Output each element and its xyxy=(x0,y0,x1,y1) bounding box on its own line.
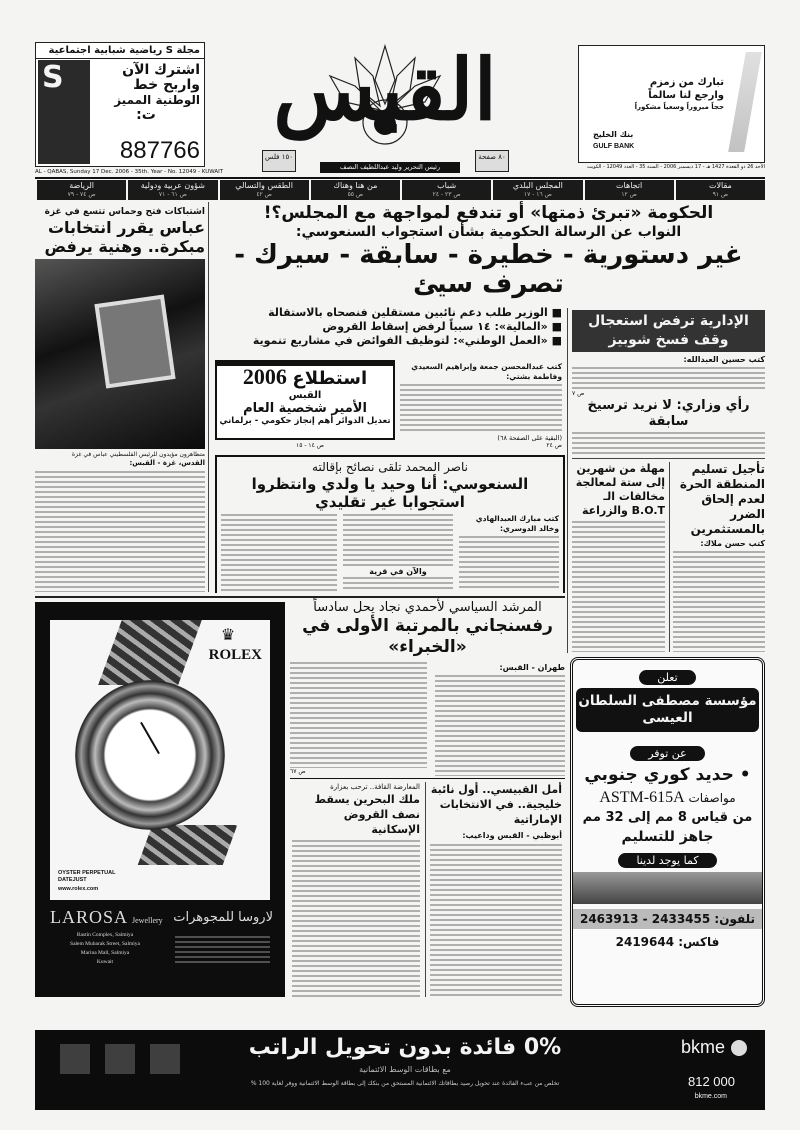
price-label: ١٥٠ فلس xyxy=(262,150,296,172)
s-logo: S xyxy=(42,60,64,95)
divider xyxy=(572,458,765,459)
admin-byline: كتب حسين العبدالله: xyxy=(683,355,765,364)
rolex-ad[interactable] xyxy=(35,602,285,997)
gaza-caption: متظاهرون مؤيدون للرئيس الفلسطيني عباس في غزة xyxy=(71,451,205,458)
sanousi-body-text xyxy=(221,514,337,591)
masthead-logo xyxy=(215,40,555,148)
admin-body-text xyxy=(572,367,765,390)
rafsanjani-page-ref: ص ٦٧ xyxy=(290,768,306,775)
sanousi-body-text xyxy=(343,577,453,591)
magazine-cover xyxy=(38,60,90,164)
poll-box[interactable] xyxy=(215,360,395,440)
watch-bracelet xyxy=(98,620,202,685)
spec-label: مواصفات xyxy=(688,791,736,805)
bot-headline[interactable]: مهلة من شهرين إلى ستة لمعالجة مخالفات الـ B.O.T والزراعة xyxy=(575,462,665,517)
poll-brand: القبس xyxy=(288,390,322,401)
rolex-brand: ROLEX xyxy=(208,647,262,663)
rolex-url[interactable]: www.rolex.com xyxy=(58,886,99,892)
rafsanjani-story xyxy=(290,600,565,776)
rafsanjani-body-text xyxy=(290,662,427,768)
lead-kicker[interactable]: الحكومة «تبرئ ذمتها» أو تندفع لمواجهة مع المجلس؟! xyxy=(263,203,714,223)
bkme-subline: مع بطاقات الوسط الائتمانية xyxy=(359,1065,451,1074)
freezone-body-text xyxy=(673,551,765,652)
sanousi-headline: السنعوسي: أنا وحيد يا ولدي وانتظروا استجوابا غير تقليدي xyxy=(251,475,529,511)
lead-bullets xyxy=(215,306,562,348)
bahrain-body-text xyxy=(292,840,420,997)
sanousi-subhead: والآن في قرية xyxy=(369,567,427,576)
sanousi-story[interactable] xyxy=(215,455,565,593)
provides-label: عن توفر xyxy=(630,746,705,761)
dealer-suffix: Jewellery xyxy=(132,916,163,925)
bullet-item: ■ «المالية»: ١٤ سبباً لرفض إسقاط القروض xyxy=(322,320,562,333)
section-link[interactable]: شؤون عربية ودولية ص ٦١ - ٧١ xyxy=(126,180,217,200)
portrait-placard xyxy=(94,295,175,389)
bkme-fine-print: تخلص من عبء الفائدة عند تحويل رصيد بطاقاتك الائتمانية المستحق من بنكك إلى بطاقة الوسط الائتمانية ووفر لغاية 100 % xyxy=(250,1080,560,1087)
ad-line: الوطنية المميز xyxy=(114,93,200,107)
ad-line: تبارك من زمزم xyxy=(649,77,724,88)
bahrain-kicker: المعارضة القافة.. ترحب بعزارة xyxy=(330,783,420,791)
divider xyxy=(290,778,565,779)
admin-body-text xyxy=(572,432,765,455)
section-link[interactable]: من هنا وهناك ص ٥٥ xyxy=(309,180,400,200)
freezone-headline[interactable]: تأجيل تسليم المنطقة الحرة لعدم إلحاق الضرر بالمستثمرين xyxy=(679,462,765,536)
admin-page-ref: ص ٧ xyxy=(572,390,585,397)
dealer-name: LAROSA xyxy=(50,907,129,927)
ad-line: اشترك الآن xyxy=(122,62,200,78)
bkme-headline: 0% فائدة بدون تحويل الراتب xyxy=(248,1035,562,1060)
watch-model: OYSTER PERPETUAL DATEJUST xyxy=(58,870,116,883)
newspaper-logo: القبس xyxy=(273,40,497,139)
column-rule xyxy=(425,782,426,997)
editor-in-chief: رئيس التحرير وليد عبداللطيف النصف xyxy=(320,162,460,173)
bullet-item: ■ الوزير طلب دعم نائبين مستقلين فنصحاه بالاستقالة xyxy=(268,306,562,319)
pages-label: ٨٠ صفحة xyxy=(475,150,509,172)
poll-line1: الأمير شخصية العام xyxy=(243,401,367,416)
column-rule xyxy=(567,308,568,653)
page-ref: ص ٢٤ xyxy=(546,442,562,449)
bank-name-en: GULF BANK xyxy=(593,143,635,150)
rafsanjani-kicker: المرشد السياسي لأحمدي نجاد يحل سادساً xyxy=(313,600,542,615)
lead-subheadline: النواب عن الرسالة الحكومية بشأن استجواب السنعوسي: xyxy=(295,224,682,240)
dealer-address: Salem Mubarak Street, Salmiya xyxy=(70,941,140,947)
continued-note: (البقية على الصفحة ٦٨) xyxy=(497,434,562,442)
dealer-address: Marina Mall, Salmiya xyxy=(80,950,130,956)
poll-line2: تعديل الدوائر أهم إنجاز حكومي - برلماني xyxy=(219,416,391,426)
rafsanjani-headline[interactable]: رفسنجاني بالمرتبة الأولى في «الخبراء» xyxy=(302,616,553,657)
bkme-url[interactable]: bkme.com xyxy=(694,1093,727,1100)
gaza-photo xyxy=(35,259,205,449)
fax-number: فاكس: 2419644 xyxy=(615,935,720,949)
bkme-phone[interactable]: 812 000 xyxy=(688,1074,735,1089)
section-link[interactable]: مقالات ص ٩١ xyxy=(674,180,765,200)
watch-bracelet xyxy=(138,825,238,865)
bank-name-ar: بنك الخليج xyxy=(593,130,634,139)
ad-phone: 887766 xyxy=(119,137,200,164)
announces-label: تعلن xyxy=(639,670,695,685)
qubaisi-body-text xyxy=(430,844,562,997)
bahrain-story xyxy=(292,782,420,997)
masthead-rule xyxy=(35,177,765,179)
spec-value: ASTM-615A xyxy=(599,789,685,806)
company-name: مؤسسة مصطفى السلطان العيسى xyxy=(576,688,759,732)
al-essa-ad[interactable] xyxy=(570,657,765,1007)
sanousi-kicker: ناصر المحمد تلقى نصائح بإقالته xyxy=(312,460,468,474)
s-magazine-ad[interactable] xyxy=(35,42,205,167)
phone-numbers: تلفون: 2433455 - 2463913 xyxy=(573,909,762,929)
gulf-bank-ad[interactable] xyxy=(578,45,765,163)
dealer-address: Bastin Complex, Salmiya xyxy=(76,932,134,938)
size-range: من قياس 8 مم إلى 32 مم xyxy=(582,810,753,825)
admin-sub-headline[interactable]: رأي وزاري: لا نريد ترسيخ سابقة xyxy=(587,398,750,429)
qubaisi-dateline: أبوظبي - القبس وداعيب: xyxy=(462,831,562,840)
gaza-credit: القدس، غزة - القبس: xyxy=(129,459,205,467)
poll-page-ref: ص ١٤ - ١٥ xyxy=(295,442,325,449)
sanousi-body-text xyxy=(459,536,559,591)
poll-title: استطلاع xyxy=(292,368,368,389)
lead-header xyxy=(212,203,765,303)
ad-line: وارجع لنا سالماً xyxy=(648,90,724,101)
rafsanjani-body-text xyxy=(435,675,565,776)
ad-title: مجلة S رياضية شبابية اجتماعية xyxy=(36,43,204,59)
dealer-name-ar: لاروسا للمجوهرات xyxy=(173,910,273,925)
bkme-emblem-icon xyxy=(731,1040,747,1056)
section-link[interactable]: اتجاهات ص ١٢ xyxy=(583,180,674,200)
watch-image xyxy=(75,680,225,830)
pilgrim-silhouette xyxy=(728,52,762,152)
ready-label: جاهز للتسليم xyxy=(621,829,714,845)
product-name: • حديد كوري جنوبي xyxy=(584,765,751,785)
watch-hands xyxy=(140,722,160,754)
right-column xyxy=(572,310,765,652)
english-dateline: AL - QABAS, Sunday 17 Dec. 2006 - 35th. Year - No. 12049 - KUWAIT xyxy=(35,169,224,175)
lead-byline-column xyxy=(400,362,562,450)
freezone-byline: كتب حسن ملاك: xyxy=(700,539,765,548)
gaza-kicker: اشتباكات فتح وحماس تتسع في غزة xyxy=(44,207,205,217)
crown-icon: ♛ xyxy=(220,625,236,644)
ad-line: حجاً مبروراً وسعياً مشكوراً xyxy=(634,103,724,111)
bullet-item: ■ «العمل الوطني»: لتوظيف الفوائض في مشاريع تنموية xyxy=(252,334,562,347)
rafsanjani-dateline: طهران - القبس: xyxy=(499,663,565,672)
column-rule xyxy=(208,202,209,592)
section-link[interactable]: الرياضة ص ٧٤ - ٧٩ xyxy=(35,180,126,200)
section-index xyxy=(35,180,765,200)
poll-year: 2006 xyxy=(242,364,287,389)
admin-headline[interactable]: الإدارية ترفض استعجال وقف فسخ شوبيز xyxy=(572,310,765,352)
gaza-body-text xyxy=(35,471,205,592)
dealer-address: Kuwait xyxy=(96,959,114,965)
gaza-headline[interactable]: عباس يقرر انتخابات مبكرة.. وهنية يرفض xyxy=(44,218,205,256)
lead-body-text xyxy=(400,384,562,432)
qubaisi-story xyxy=(430,782,562,997)
gaza-story xyxy=(35,206,205,592)
bahrain-headline[interactable]: ملك البحرين يسقط نصف القروض الإسكانية xyxy=(314,793,420,836)
qubaisi-headline[interactable]: أمل القبيسي.. أول نائبة خليجية.. في الانتخابات الإماراتية xyxy=(430,783,562,826)
also-label: كما يوجد لدينا xyxy=(618,853,716,868)
sanousi-body-text xyxy=(343,514,453,566)
section-link[interactable]: الطقس والتسالي ص ٤٢ xyxy=(218,180,309,200)
dealer-address-ar xyxy=(175,936,270,964)
product-photo xyxy=(573,872,762,904)
section-link[interactable]: شباب ص ٢٣ - ٢٤ xyxy=(400,180,491,200)
sanousi-byline: كتب مبارك العبدالهادي وخالد الدوسري: xyxy=(475,514,559,533)
card-images xyxy=(60,1044,190,1074)
bkme-ad[interactable] xyxy=(35,1030,765,1110)
ad-line: واربح خط xyxy=(133,77,200,93)
arabic-dateline: الأحد 26 ذو القعدة 1427 هـ - 17 ديسمبر 2006 - السنة 35 - العدد 12049 - الكويت xyxy=(586,164,765,170)
lead-headline[interactable]: غير دستورية - خطيرة - سابقة - سيرك - تصرف سيئ xyxy=(234,240,743,299)
lead-byline: كتب عبدالمحسن جمعة وإبراهيم السعيدي وفاطمة بشتي: xyxy=(411,362,562,381)
section-link[interactable]: المجلس البلدي ص ١٦ - ١٧ xyxy=(491,180,582,200)
phone-label: ت: xyxy=(136,107,156,123)
bot-body-text xyxy=(572,521,665,652)
bkme-logo: bkme xyxy=(680,1037,725,1057)
divider xyxy=(35,596,565,598)
